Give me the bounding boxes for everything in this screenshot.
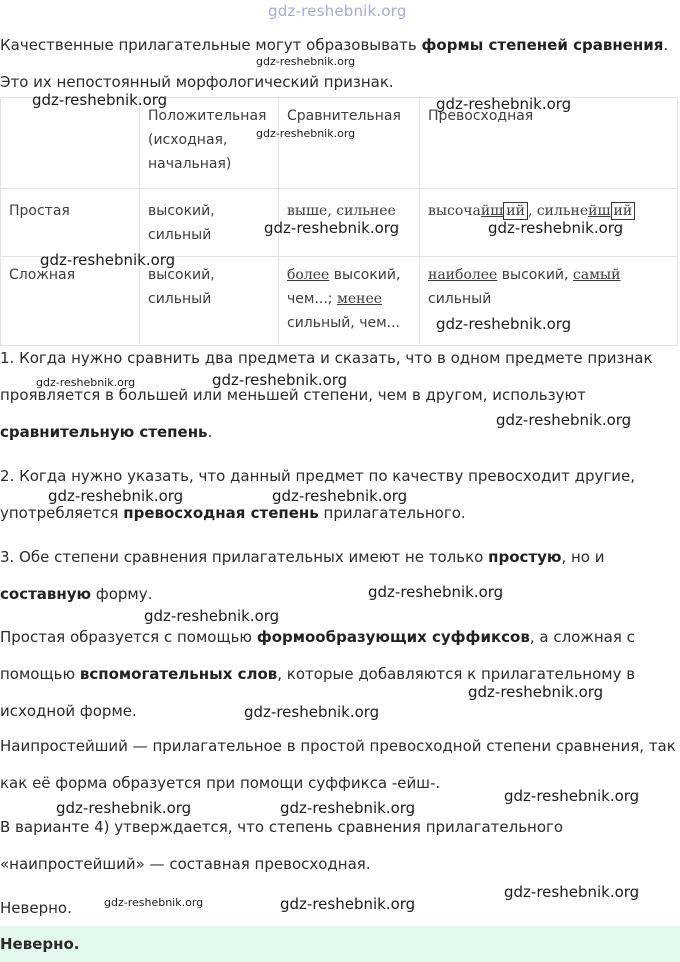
point-3: 3. Обе степени сравнения прилагательных имеют не только простую, но и составную форму. (0, 548, 605, 603)
point-4: Простая образуется с помощью формообразующих суффиксов, а сложная с помощью вспомогательных слов, которые добавляются к прилагательному в исходной форме. (0, 628, 636, 720)
table-header-cell: Положительная (исходная, начальная) (140, 98, 279, 189)
point-7: Неверно. (0, 899, 72, 917)
intro-paragraph: Качественные прилагательные могут образовывать формы степеней сравнения. Это их непостоянный морфологический признак. (0, 36, 669, 91)
watermark: gdz-reshebnik.org (56, 799, 192, 817)
watermark: gdz-reshebnik.org (468, 683, 604, 701)
table-cell: высокий, сильный (140, 189, 279, 257)
watermark: gdz-reshebnik.org (504, 787, 640, 805)
answer-banner: Неверно. (0, 926, 680, 962)
table-cell-superlative: наиболее высокий, самый сильный (420, 257, 678, 346)
table-cell: высокий, сильный (140, 257, 279, 346)
watermark: gdz-reshebnik.org (280, 799, 416, 817)
table-row (1, 257, 678, 346)
watermark: gdz-reshebnik.org (256, 55, 356, 68)
watermark: gdz-reshebnik.org (436, 95, 572, 113)
site-watermark-top: gdz-reshebnik.org (268, 2, 407, 20)
table-cell-comparative: более высокий, чем...; менее сильный, чем... (279, 257, 420, 346)
watermark: gdz-reshebnik.org (144, 607, 280, 625)
table-cell-label: Сложная (1, 257, 140, 346)
watermark: gdz-reshebnik.org (368, 583, 504, 601)
point-6: В варианте 4) утверждается, что степень сравнения прилагательного «наипростейший» — составная превосходная. (0, 818, 564, 873)
table-cell-label: Простая (1, 189, 140, 257)
watermark: gdz-reshebnik.org (48, 487, 184, 505)
watermark: gdz-reshebnik.org (264, 219, 400, 237)
watermark: gdz-reshebnik.org (272, 487, 408, 505)
point-1: 1. Когда нужно сравнить два предмета и сказать, что в одном предмете признак проявляется в большей или меньшей степени, чем в другом, используют сравнительную степень. (0, 349, 653, 441)
table-header-row (1, 98, 678, 189)
table-cell-superlative: высочайш ий , сильнейш ий (420, 189, 678, 257)
watermark: gdz-reshebnik.org (488, 219, 624, 237)
watermark: gdz-reshebnik.org (280, 895, 416, 913)
table-header-cell (1, 98, 140, 189)
watermark: gdz-reshebnik.org (256, 127, 356, 140)
watermark: gdz-reshebnik.org (36, 376, 136, 389)
watermark: gdz-reshebnik.org (244, 703, 380, 721)
table-header-cell: Превосходная (420, 98, 678, 189)
watermark: gdz-reshebnik.org (436, 315, 572, 333)
watermark: gdz-reshebnik.org (212, 371, 348, 389)
watermark: gdz-reshebnik.org (104, 896, 204, 909)
point-2: 2. Когда нужно указать, что данный предмет по качеству превосходит другие, употребляется превосходная степень прилагательного. (0, 467, 636, 522)
table-cell: выше, сильнее (279, 189, 420, 257)
table-header-cell: Сравнительная (279, 98, 420, 189)
watermark: gdz-reshebnik.org (504, 883, 640, 901)
watermark: gdz-reshebnik.org (32, 91, 168, 109)
point-5: Наипростейший — прилагательное в простой превосходной степени сравнения, так как её форма образуется при помощи суффикса -ейш-. (0, 737, 676, 792)
watermark: gdz-reshebnik.org (496, 411, 632, 429)
watermark: gdz-reshebnik.org (40, 251, 176, 269)
